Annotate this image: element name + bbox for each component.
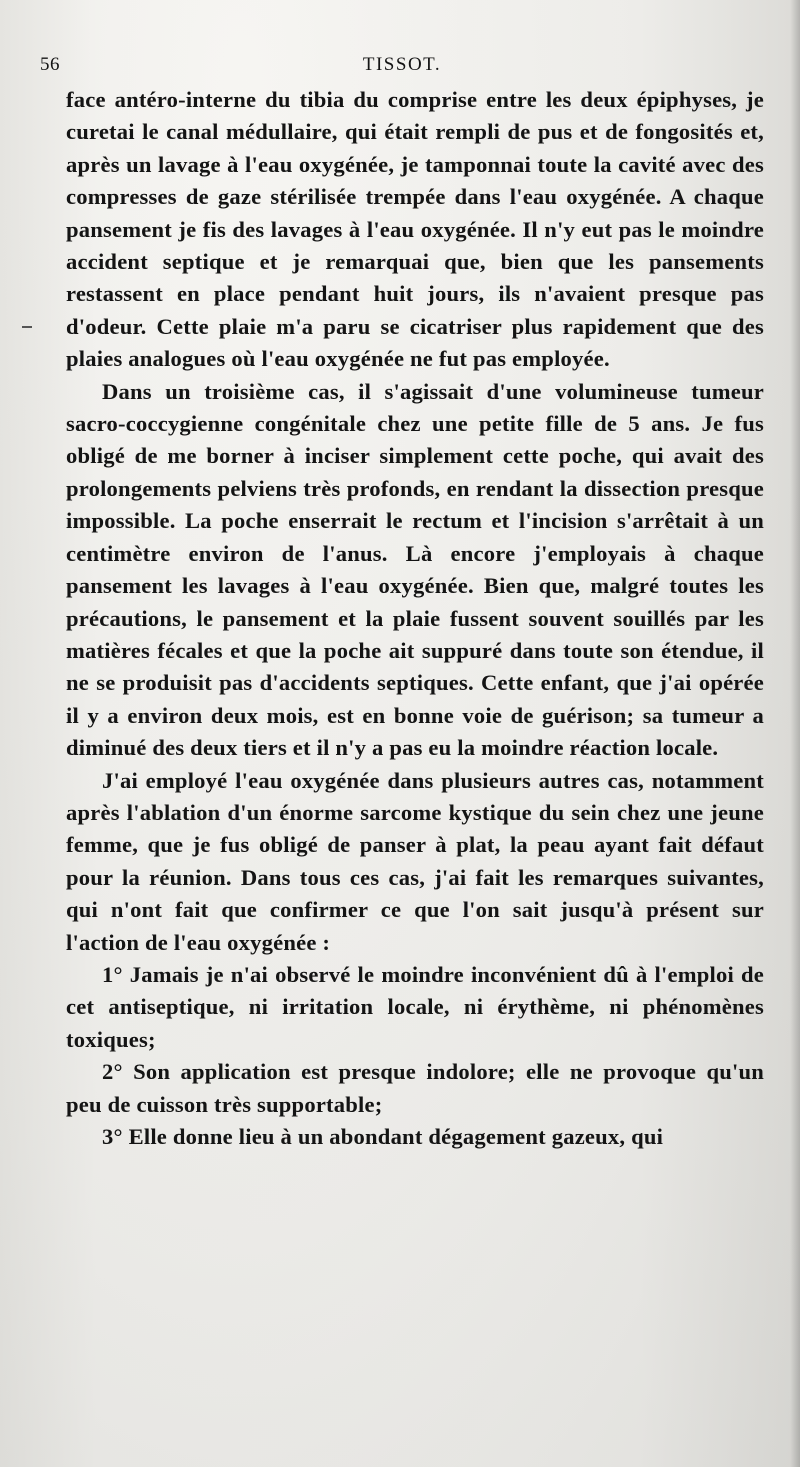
list-item-3: 3° Elle donne lieu à un abondant dégagement gazeux, qui [102,1124,664,1149]
list-item-2: 2° Son application est presque indolore; elle ne provoque qu'un peu de cuisson très supportable; [66,1059,764,1117]
page-number: 56 [40,54,60,75]
paragraph-continuation: face antéro-interne du tibia du comprise entre les deux épiphyses, je curetai le canal médullaire, qui était rempli de pus et de fongosités et, après un lavage à l'eau oxygénée, je tamponnai toute la cavité avec des compresses de gaze stérilisée trempée dans l'eau oxygénée. A chaque pansement je fis des lavages à l'eau oxygénée. Il n'y eut pas le moindre accident septique et je remarquai que, bien que les pansements restassent en place pendant huit jours, ils n'avaient presque pas d'odeur. Cette plaie m'a paru se cicatriser plus rapidement que des plaies analogues où l'eau oxygénée ne fut pas employée. [66,87,764,372]
list-item-1: 1° Jamais je n'ai observé le moindre inconvénient dû à l'emploi de cet antiseptique, ni irritation locale, ni érythème, ni phénomènes toxiques; [66,961,764,1052]
page-edge-shadow [790,0,800,1467]
page-header [40,54,764,78]
running-head: TISSOT. [362,54,442,75]
margin-mark [22,326,32,328]
paragraph-third-case: Dans un troisième cas, il s'agissait d'une volumineuse tumeur sacro-coccygienne congénitale chez une petite fille de 5 ans. Je fus obligé de me borner à inciser simplement cette poche, qui avait des prolongements pelviens très profonds, en rendant la dissection presque impossible. La poche enserrait le rectum et l'incision s'arrêtait à un centimètre environ de l'anus. Là encore j'employais à chaque pansement les lavages à l'eau oxygénée. Bien que, malgré toutes les précautions, le pansement et la plaie fussent souvent souillés par les matières fécales et que la poche ait suppuré dans toute son étendue, il ne se produisit pas d'accidents septiques. Cette enfant, que j'ai opérée il y a environ deux mois, est en bonne voie de guérison; sa tumeur a diminué des deux tiers et il n'y a pas eu la moindre réaction locale. [66,378,764,761]
body-text [66,84,764,1153]
paragraph-other-cases: J'ai employé l'eau oxygénée dans plusieurs autres cas, notamment après l'ablation d'un énorme sarcome kystique du sein chez une jeune femme, que je fus obligé de panser à plat, la peau ayant fait défaut pour la réunion. Dans tous ces cas, j'ai fait les remarques suivantes, qui n'ont fait que confirmer ce que l'on sait jusqu'à présent sur l'action de l'eau oxygénée : [66,767,764,955]
